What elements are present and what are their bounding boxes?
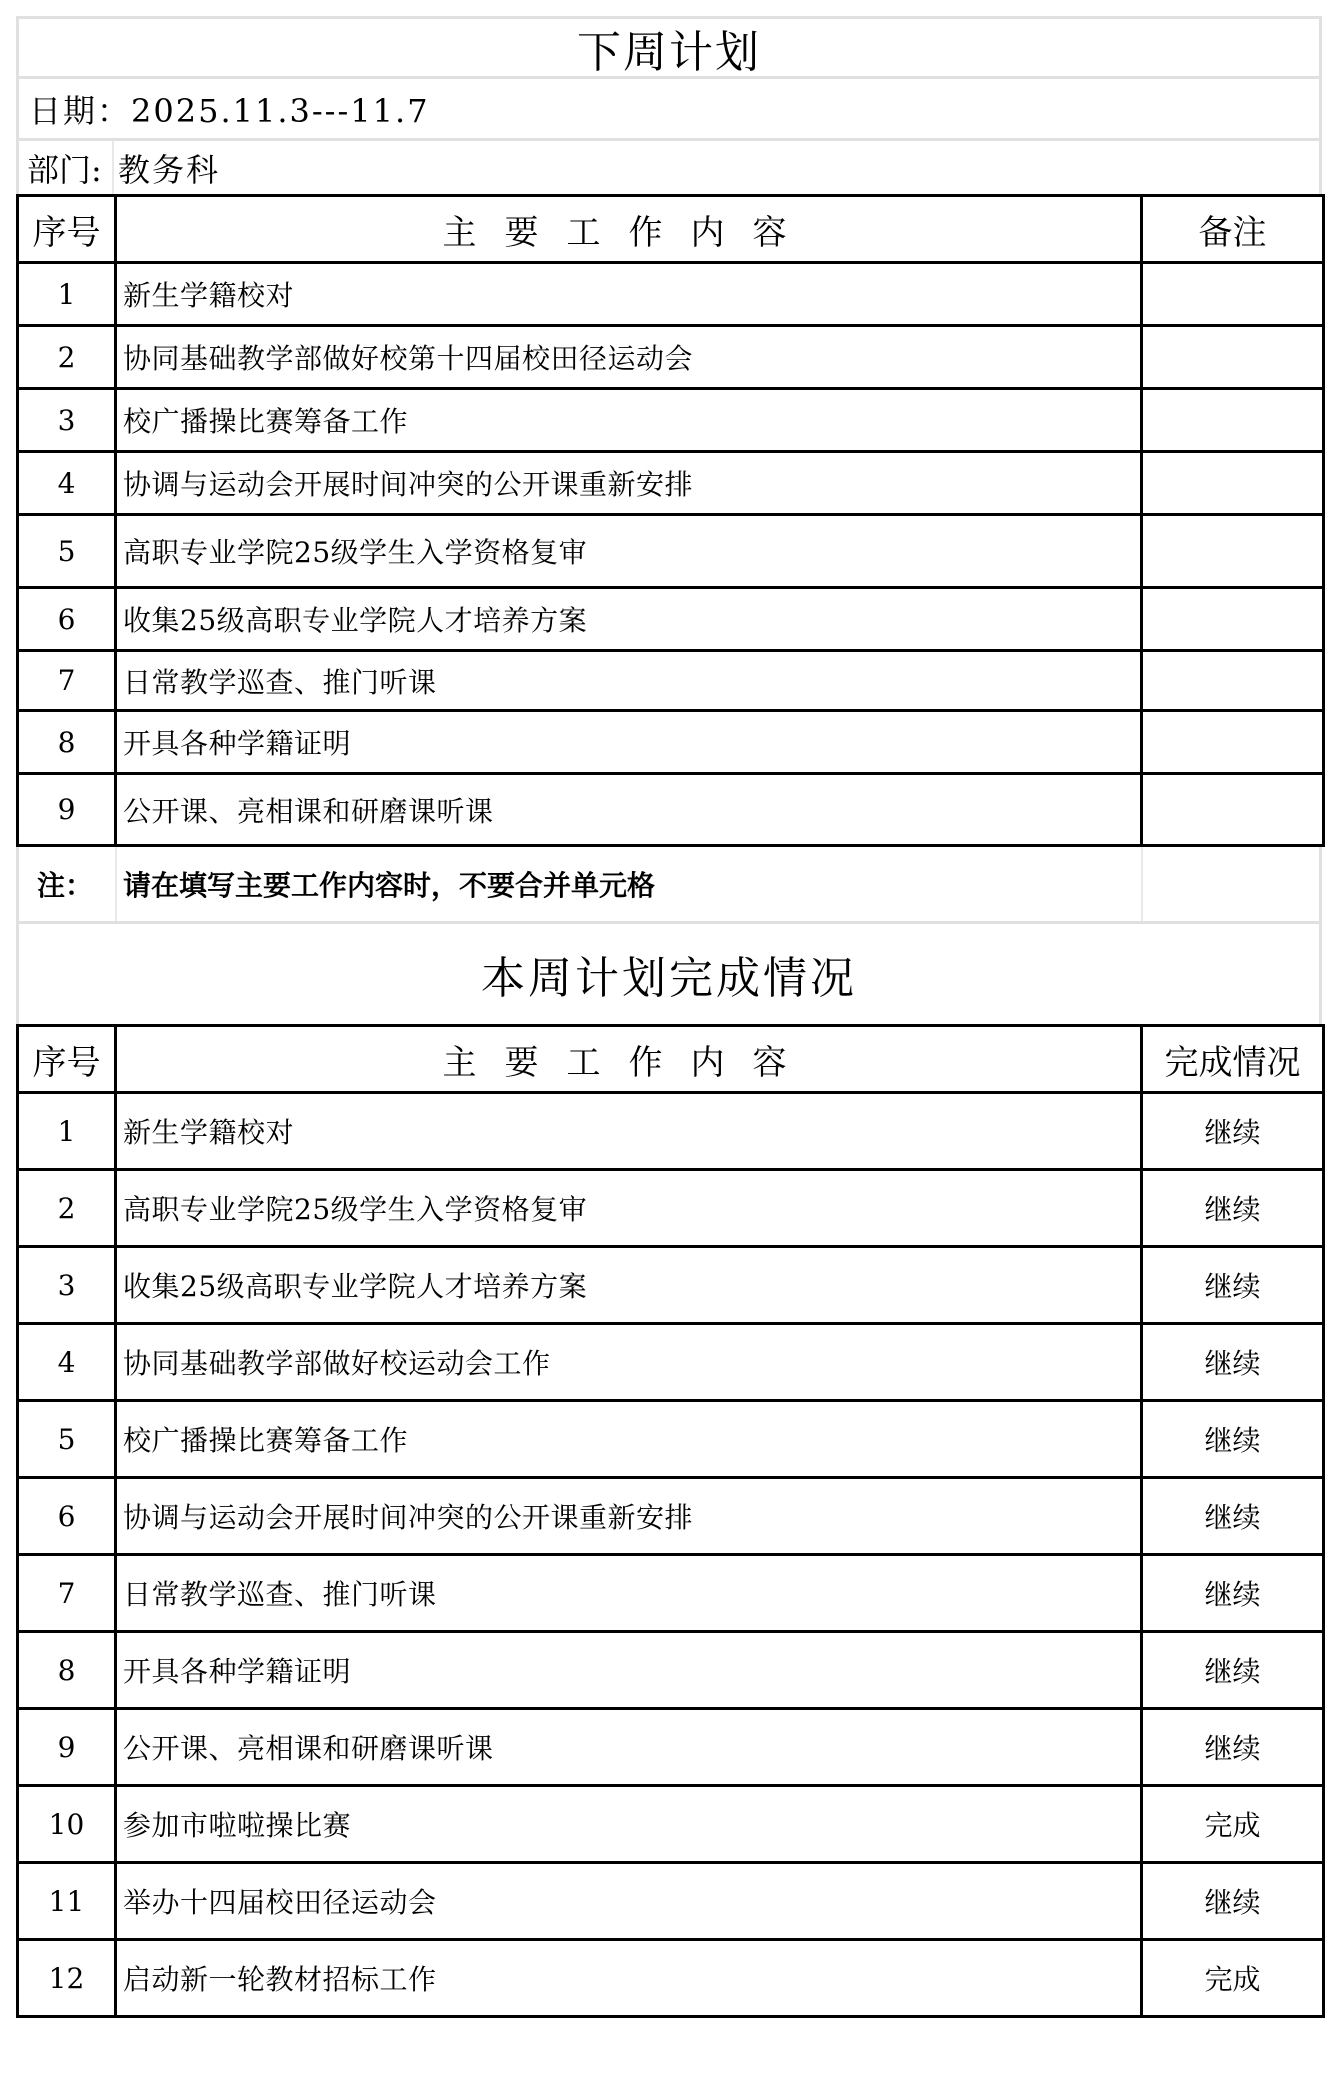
row-remark[interactable] — [1142, 588, 1324, 651]
row-content[interactable]: 协同基础教学部做好校第十四届校田径运动会 — [116, 326, 1142, 389]
table-row — [18, 774, 1324, 846]
this-week-table — [16, 1024, 1325, 2018]
table-row — [18, 1170, 1324, 1247]
row-index[interactable]: 10 — [18, 1786, 116, 1863]
row-index[interactable]: 8 — [18, 1632, 116, 1709]
department-label: 部门: — [27, 150, 102, 189]
row-remark[interactable] — [1142, 711, 1324, 774]
row-index[interactable]: 11 — [18, 1863, 116, 1940]
header-status[interactable]: 完成情况 — [1142, 1026, 1324, 1093]
department-label-cell[interactable] — [19, 141, 114, 194]
row-remark[interactable] — [1142, 452, 1324, 515]
row-status[interactable]: 继续 — [1142, 1324, 1324, 1401]
table-row — [18, 651, 1324, 711]
note-text-cell[interactable] — [117, 847, 1143, 921]
date-label: 日期：2025.11.3---11.7 — [29, 91, 430, 130]
header-index[interactable]: 序号 — [18, 1026, 116, 1093]
row-index[interactable]: 12 — [18, 1940, 116, 2017]
note-label: 注： — [37, 869, 94, 902]
table-row — [18, 1478, 1324, 1555]
row-content[interactable]: 举办十四届校田径运动会 — [116, 1863, 1142, 1940]
row-status[interactable]: 继续 — [1142, 1632, 1324, 1709]
header-remark[interactable]: 备注 — [1142, 196, 1324, 263]
row-content[interactable]: 校广播操比赛筹备工作 — [116, 1401, 1142, 1478]
row-remark[interactable] — [1142, 515, 1324, 588]
note-row — [16, 847, 1322, 924]
table-row — [18, 263, 1324, 326]
row-content[interactable]: 协同基础教学部做好校运动会工作 — [116, 1324, 1142, 1401]
row-content[interactable]: 高职专业学院25级学生入学资格复审 — [116, 1170, 1142, 1247]
table-header-row — [18, 1026, 1324, 1093]
table-row — [18, 389, 1324, 452]
table-row — [18, 1709, 1324, 1786]
department-value: 教务科 — [118, 150, 221, 189]
row-index[interactable]: 6 — [18, 588, 116, 651]
this-week-title: 本周计划完成情况 — [481, 953, 857, 1004]
row-index[interactable]: 2 — [18, 326, 116, 389]
row-index[interactable]: 3 — [18, 389, 116, 452]
row-content[interactable]: 公开课、亮相课和研磨课听课 — [116, 1709, 1142, 1786]
note-text: 请在填写主要工作内容时，不要合并单元格 — [123, 869, 656, 902]
row-content[interactable]: 开具各种学籍证明 — [116, 711, 1142, 774]
row-index[interactable]: 9 — [18, 774, 116, 846]
row-content[interactable]: 协调与运动会开展时间冲突的公开课重新安排 — [116, 1478, 1142, 1555]
table-row — [18, 1786, 1324, 1863]
row-content[interactable]: 高职专业学院25级学生入学资格复审 — [116, 515, 1142, 588]
row-index[interactable]: 8 — [18, 711, 116, 774]
department-value-cell[interactable] — [114, 141, 220, 194]
next-week-title: 下周计划 — [577, 26, 761, 78]
row-status[interactable]: 继续 — [1142, 1478, 1324, 1555]
row-status[interactable]: 继续 — [1142, 1863, 1324, 1940]
table-row — [18, 1555, 1324, 1632]
row-status[interactable]: 继续 — [1142, 1170, 1324, 1247]
table-row — [18, 515, 1324, 588]
table-row — [18, 1093, 1324, 1170]
table-row — [18, 1863, 1324, 1940]
row-content[interactable]: 收集25级高职专业学院人才培养方案 — [116, 1247, 1142, 1324]
table-row — [18, 1632, 1324, 1709]
row-index[interactable]: 4 — [18, 1324, 116, 1401]
row-content[interactable]: 协调与运动会开展时间冲突的公开课重新安排 — [116, 452, 1142, 515]
this-week-title-cell[interactable] — [16, 924, 1322, 1024]
row-content[interactable]: 公开课、亮相课和研磨课听课 — [116, 774, 1142, 846]
row-index[interactable]: 9 — [18, 1709, 116, 1786]
row-status[interactable]: 继续 — [1142, 1709, 1324, 1786]
row-index[interactable]: 1 — [18, 263, 116, 326]
row-index[interactable]: 7 — [18, 1555, 116, 1632]
row-status[interactable]: 完成 — [1142, 1786, 1324, 1863]
header-index[interactable]: 序号 — [18, 196, 116, 263]
row-content[interactable]: 新生学籍校对 — [116, 1093, 1142, 1170]
table-row — [18, 452, 1324, 515]
department-row — [16, 138, 1322, 194]
table-row — [18, 711, 1324, 774]
weekly-plan-sheet — [16, 16, 1322, 2018]
header-content[interactable]: 主要工作内容 — [116, 196, 1142, 263]
table-header-row — [18, 196, 1324, 263]
row-remark[interactable] — [1142, 651, 1324, 711]
row-remark[interactable] — [1142, 326, 1324, 389]
row-content[interactable]: 日常教学巡查、推门听课 — [116, 1555, 1142, 1632]
next-week-title-cell[interactable] — [16, 16, 1322, 76]
row-content[interactable]: 新生学籍校对 — [116, 263, 1142, 326]
table-row — [18, 1247, 1324, 1324]
header-content[interactable]: 主要工作内容 — [116, 1026, 1142, 1093]
row-content[interactable]: 开具各种学籍证明 — [116, 1632, 1142, 1709]
row-status[interactable]: 继续 — [1142, 1093, 1324, 1170]
date-cell[interactable] — [16, 76, 1322, 138]
table-row — [18, 1940, 1324, 2017]
row-status[interactable]: 继续 — [1142, 1247, 1324, 1324]
row-remark[interactable] — [1142, 263, 1324, 326]
row-status[interactable]: 完成 — [1142, 1940, 1324, 2017]
row-index[interactable]: 6 — [18, 1478, 116, 1555]
row-content[interactable]: 收集25级高职专业学院人才培养方案 — [116, 588, 1142, 651]
row-index[interactable]: 1 — [18, 1093, 116, 1170]
row-remark[interactable] — [1142, 774, 1324, 846]
row-index[interactable]: 3 — [18, 1247, 116, 1324]
next-week-table — [16, 194, 1325, 847]
row-index[interactable]: 5 — [18, 1401, 116, 1478]
row-content[interactable]: 日常教学巡查、推门听课 — [116, 651, 1142, 711]
row-status[interactable]: 继续 — [1142, 1555, 1324, 1632]
table-row — [18, 326, 1324, 389]
row-index[interactable]: 4 — [18, 452, 116, 515]
row-status[interactable]: 继续 — [1142, 1401, 1324, 1478]
table-row — [18, 1324, 1324, 1401]
row-content[interactable]: 校广播操比赛筹备工作 — [116, 389, 1142, 452]
row-index[interactable]: 7 — [18, 651, 116, 711]
row-index[interactable]: 2 — [18, 1170, 116, 1247]
note-label-cell[interactable] — [19, 847, 117, 921]
row-content[interactable]: 参加市啦啦操比赛 — [116, 1786, 1142, 1863]
row-content[interactable]: 启动新一轮教材招标工作 — [116, 1940, 1142, 2017]
row-remark[interactable] — [1142, 389, 1324, 452]
row-index[interactable]: 5 — [18, 515, 116, 588]
table-row — [18, 588, 1324, 651]
table-row — [18, 1401, 1324, 1478]
